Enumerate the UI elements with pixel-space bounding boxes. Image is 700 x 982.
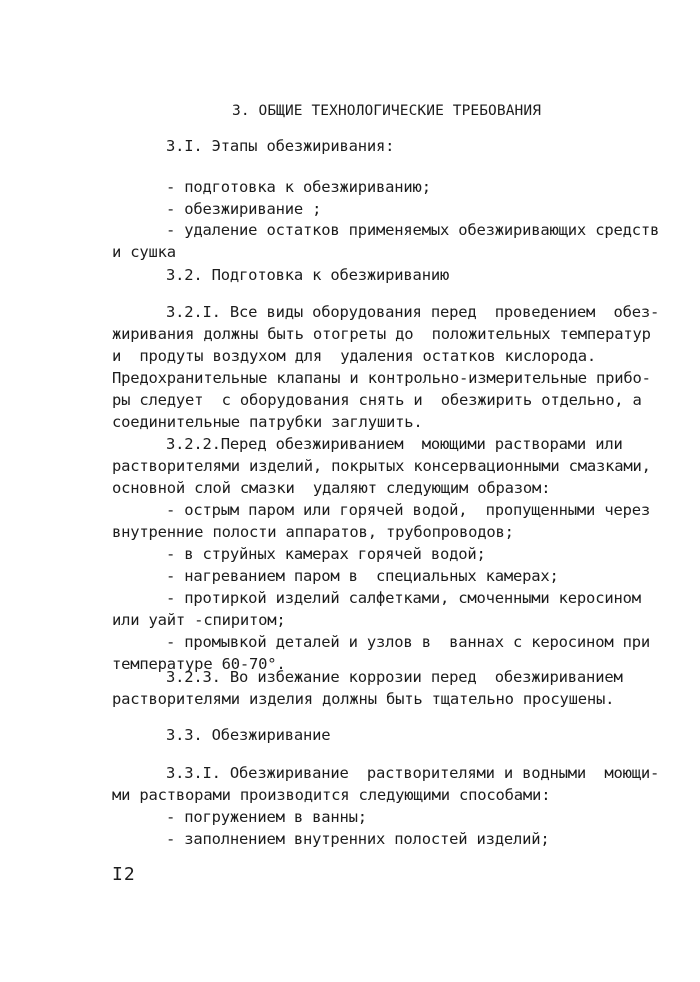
paragraph-line: внутренние полости аппаратов, трубопроводов; [112, 523, 514, 541]
section-3-3-heading: 3.3. Обезжиривание [166, 726, 331, 744]
section-3-1-heading: 3.I. Этапы обезжиривания: [166, 137, 395, 155]
paragraph-line: 3.2.2.Перед обезжириванием моющими растворами или [166, 435, 623, 453]
paragraph-line: или уайт -спиритом; [112, 611, 286, 629]
paragraph-line: растворителями изделия должны быть тщательно просушены. [112, 690, 615, 708]
list-item: - острым паром или горячей водой, пропущенными через [166, 501, 650, 519]
list-item: - погружением в ванны; [166, 808, 367, 826]
paragraph-line: ры следует с оборудования снять и обезжирить отдельно, а [112, 391, 642, 409]
page-number: I2 [112, 864, 136, 885]
section-3-2-heading: 3.2. Подготовка к обезжириванию [166, 266, 450, 284]
paragraph-line: Предохранительные клапаны и контрольно-измерительные прибо- [112, 369, 651, 387]
list-item: - промывкой деталей и узлов в ваннах с керосином при [166, 633, 650, 651]
paragraph-line: 3.2.3. Во избежание коррозии перед обезжириванием [166, 668, 623, 686]
paragraph-line: и продуты воздухом для удаления остатков кислорода. [112, 347, 596, 365]
list-item: - нагреванием паром в специальных камерах; [166, 567, 559, 585]
section-3-title: 3. ОБЩИЕ ТЕХНОЛОГИЧЕСКИЕ ТРЕБОВАНИЯ [232, 103, 542, 119]
paragraph-line: 3.3.I. Обезжиривание растворителями и водными моющи- [166, 764, 660, 782]
list-item: - подготовка к обезжириванию; [166, 178, 431, 196]
paragraph-line: основной слой смазки удаляют следующим образом: [112, 479, 551, 497]
paragraph-line: ми растворами производится следующими способами: [112, 786, 551, 804]
paragraph-line: растворителями изделий, покрытых консервационными смазками, [112, 457, 651, 475]
list-item: - протиркой изделий салфетками, смоченными керосином [166, 589, 641, 607]
list-item: - заполнением внутренних полостей изделий; [166, 830, 550, 848]
paragraph-line: температуре 60-70°. [112, 655, 286, 673]
list-item: - в струйных камерах горячей водой; [166, 545, 486, 563]
list-item: - удаление остатков применяемых обезжиривающих средств [166, 221, 660, 239]
paragraph-line: жиривания должны быть отогреты до положительных температур [112, 325, 651, 343]
list-item: - обезжиривание ; [166, 200, 322, 218]
paragraph-line: соединительные патрубки заглушить. [112, 413, 423, 431]
paragraph-line: 3.2.I. Все виды оборудования перед проведением обез- [166, 303, 660, 321]
list-item: и сушка [112, 243, 176, 261]
